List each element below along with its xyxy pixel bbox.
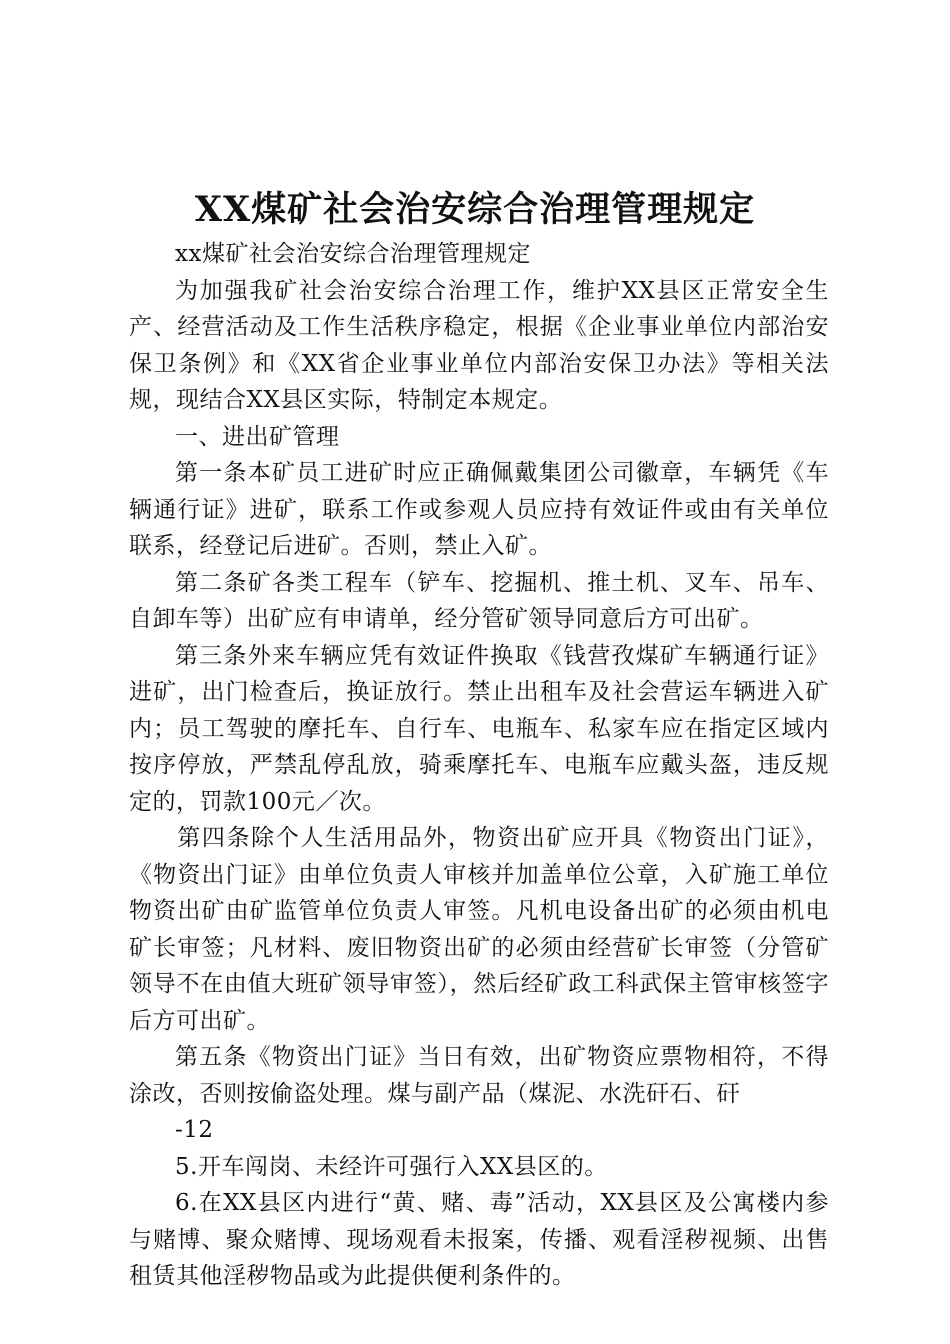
article-1-paragraph: 第一条本矿员工进矿时应正确佩戴集团公司徽章，车辆凭《车辆通行证》进矿，联系工作或参观人员应持有效证件或由有关单位联系，经登记后进矿。否则，禁止入矿。 xyxy=(129,460,829,559)
article-3-paragraph: 第三条外来车辆应凭有效证件换取《钱营孜煤矿车辆通行证》进矿，出门检查后，换证放行。禁止出租车及社会营运车辆进入矿内；员工驾驶的摩托车、自行车、电瓶车、私家车应在指定区域内按序停放，严禁乱停乱放，骑乘摩托车、电瓶车应戴头盔，违反规定的，罚款100元／次。 xyxy=(129,642,829,815)
intro-paragraph: 为加强我矿社会治安综合治理工作，维护XX县区正常安全生产、经营活动及工作生活秩序稳定，根据《企业事业单位内部治安保卫条例》和《XX省企业事业单位内部治安保卫办法》等相关法规，现结合XX县区实际，特制定本规定。 xyxy=(129,277,829,413)
subtitle-paragraph: xx煤矿社会治安综合治理管理规定 xyxy=(175,241,531,267)
section-heading: 一、进出矿管理 xyxy=(175,423,340,450)
list-item-5: 5.开车闯岗、未经许可强行入XX县区的。 xyxy=(175,1153,608,1180)
document-title: XX煤矿社会治安综合治理管理规定 xyxy=(194,189,756,230)
document-body xyxy=(129,236,829,1295)
article-2-paragraph: 第二条矿各类工程车（铲车、挖掘机、推土机、叉车、吊车、自卸车等）出矿应有申请单，经分管矿领导同意后方可出矿。 xyxy=(129,569,829,632)
article-5-paragraph: 第五条《物资出门证》当日有效，出矿物资应票物相符，不得涂改，否则按偷盗处理。煤与副产品（煤泥、水洗矸石、矸 xyxy=(129,1044,829,1107)
list-item-6: 6.在XX县区内进行“黄、赌、毒”活动，XX县区及公寓楼内参与赌博、聚众赌博、现场观看未报案，传播、观看淫秽视频、出售租赁其他淫秽物品或为此提供便利条件的。 xyxy=(129,1190,829,1289)
article-4-paragraph: 第四条除个人生活用品外，物资出矿应开具《物资出门证》，《物资出门证》由单位负责人审核并加盖单位公章，入矿施工单位物资出矿由矿监管单位负责人审签。凡机电设备出矿的必须由机电矿长审签；凡材料、废旧物资出矿的必须由经营矿长审签（分管矿领导不在由值大班矿领导审签），然后经矿政工科武保主管审核签字后方可出矿。 xyxy=(129,825,829,1034)
page-marker: -12 xyxy=(175,1117,214,1143)
